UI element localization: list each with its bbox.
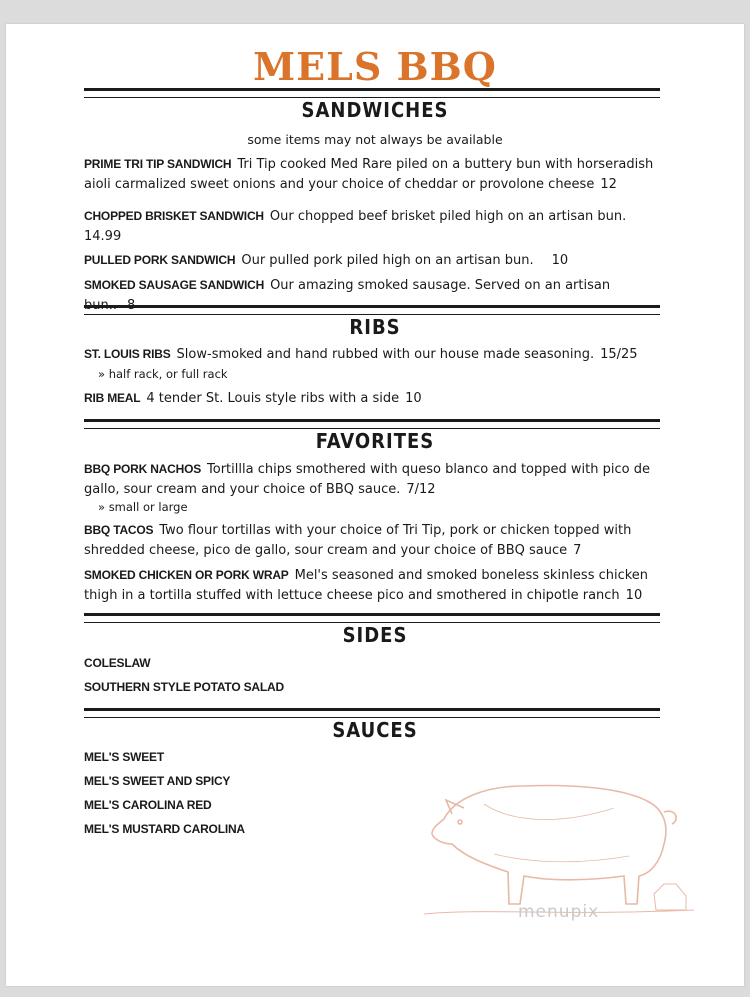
menu-item bbox=[84, 520, 659, 561]
item-price: 10 bbox=[625, 588, 643, 603]
item-name: BBQ TACOS bbox=[84, 523, 154, 537]
item-price: 12 bbox=[600, 177, 617, 192]
section-divider bbox=[84, 305, 660, 315]
sauce-item: MEL'S SWEET AND SPICY bbox=[84, 774, 231, 788]
item-option: » half rack, or full rack bbox=[98, 367, 228, 381]
menu-item bbox=[84, 154, 659, 195]
availability-note: some items may not always be available bbox=[247, 132, 503, 147]
section-divider bbox=[84, 88, 660, 98]
item-description: Mel's seasoned and smoked boneless skinless chicken thigh in a tortilla stuffed with lettuce cheese pico and smothered in chipotle ranch bbox=[84, 568, 649, 603]
menu-item bbox=[84, 388, 659, 409]
item-name: PRIME TRI TIP SANDWICH bbox=[84, 157, 232, 171]
item-description: Our chopped beef brisket piled high on an artisan bun. bbox=[269, 209, 627, 224]
section-title-sides: SIDES bbox=[342, 623, 408, 647]
menu-item bbox=[84, 344, 659, 365]
item-description: Tortillla chips smothered with queso blanco and topped with pico de gallo, sour cream and your choice of BBQ sauce. bbox=[84, 462, 650, 497]
item-price: 10 bbox=[551, 253, 569, 268]
item-name: CHOPPED BRISKET SANDWICH bbox=[84, 209, 264, 223]
menu-item bbox=[84, 250, 659, 271]
item-description: Our pulled pork piled high on an artisan bun. bbox=[241, 253, 534, 268]
item-price: 15/25 bbox=[600, 347, 638, 362]
sauce-item: MEL'S SWEET bbox=[84, 750, 164, 764]
section-divider bbox=[84, 613, 660, 623]
item-name: SMOKED SAUSAGE SANDWICH bbox=[84, 278, 265, 292]
sauce-item: MEL'S CAROLINA RED bbox=[84, 798, 212, 812]
side-item: SOUTHERN STYLE POTATO SALAD bbox=[84, 680, 284, 694]
item-name: PULLED PORK SANDWICH bbox=[84, 253, 236, 267]
item-description: Our amazing smoked sausage. Served on an artisan bun.. bbox=[84, 278, 611, 313]
item-price: 7 bbox=[573, 543, 582, 558]
section-title-favorites: FAVORITES bbox=[315, 429, 435, 453]
section-divider bbox=[84, 419, 660, 429]
item-name: BBQ PORK NACHOS bbox=[84, 462, 202, 476]
restaurant-title: MELS BBQ bbox=[253, 44, 497, 89]
item-price: 14.99 bbox=[84, 229, 122, 244]
item-description: Slow-smoked and hand rubbed with our house made seasoning. bbox=[176, 347, 595, 362]
sauce-item: MEL'S MUSTARD CAROLINA bbox=[84, 822, 245, 836]
watermark: menupix bbox=[518, 902, 600, 922]
section-divider bbox=[84, 708, 660, 718]
section-title-sauces: SAUCES bbox=[332, 718, 418, 742]
menu-item bbox=[84, 206, 659, 247]
menu-page bbox=[6, 24, 744, 986]
item-name: SMOKED CHICKEN OR PORK WRAP bbox=[84, 568, 289, 582]
item-description: Tri Tip cooked Med Rare piled on a buttery bun with horseradish aioli carmalized sweet onions and your choice of cheddar or provolone cheese bbox=[84, 157, 654, 192]
item-price: 8 bbox=[127, 298, 136, 313]
item-price: 7/12 bbox=[406, 482, 436, 497]
side-item: COLESLAW bbox=[84, 656, 151, 670]
item-name: RIB MEAL bbox=[84, 391, 141, 405]
menu-item bbox=[84, 459, 659, 500]
item-name: ST. LOUIS RIBS bbox=[84, 347, 171, 361]
section-title-ribs: RIBS bbox=[349, 315, 401, 339]
section-title-sandwiches: SANDWICHES bbox=[301, 98, 449, 122]
item-description: 4 tender St. Louis style ribs with a side bbox=[146, 391, 400, 406]
menu-item bbox=[84, 565, 659, 606]
item-description: Two flour tortillas with your choice of Tri Tip, pork or chicken topped with shredded cheese, pico de gallo, sour cream and your choice of BBQ sauce bbox=[84, 523, 632, 558]
item-price: 10 bbox=[405, 391, 422, 406]
item-option: » small or large bbox=[98, 500, 188, 514]
